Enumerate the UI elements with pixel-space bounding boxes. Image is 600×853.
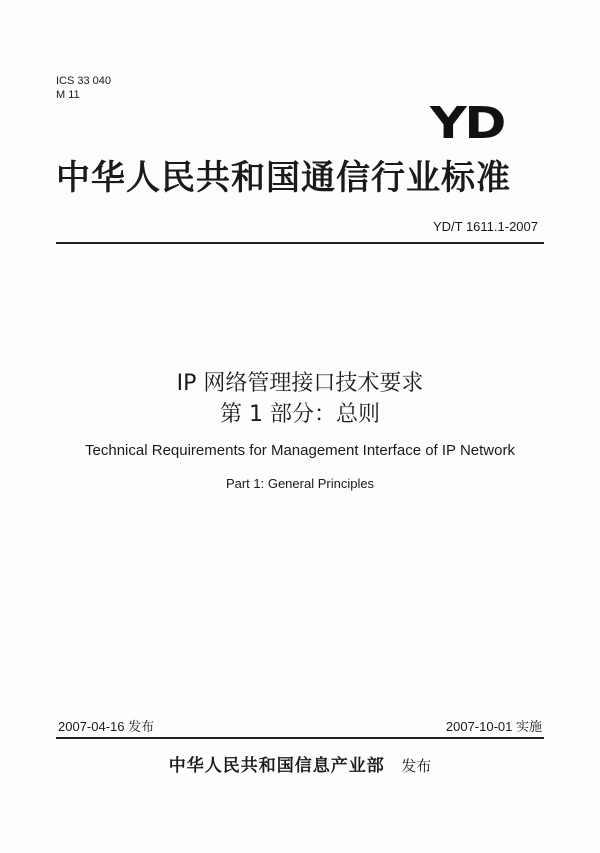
footer-divider	[56, 737, 544, 739]
yd-logo: YD	[430, 98, 505, 149]
title-chinese-line-2: 第 1 部分：总则	[220, 402, 380, 427]
implementation-date: 2007-10-01 实施	[445, 719, 542, 734]
document-number: YD/T 1611.1-2007	[432, 219, 538, 234]
header-divider	[56, 242, 544, 244]
standard-category-title: 中华人民共和国通信行业标准	[56, 158, 511, 198]
title-chinese-line-1: IP 网络管理接口技术要求	[176, 371, 424, 396]
title-english-line-2: Part 1: General Principles	[225, 476, 375, 491]
issue-date: 2007-04-16 发布	[58, 719, 155, 734]
ccs-code: M 11	[56, 89, 80, 101]
classification-codes	[56, 74, 111, 102]
ics-code: ICS 33 040	[56, 75, 112, 87]
publisher-name: 中华人民共和国信息产业部	[168, 756, 385, 776]
publisher-line	[0, 751, 600, 776]
publisher-action: 发布	[401, 757, 432, 775]
title-english-line-1: Technical Requirements for Management Interface of IP Network	[85, 442, 515, 459]
